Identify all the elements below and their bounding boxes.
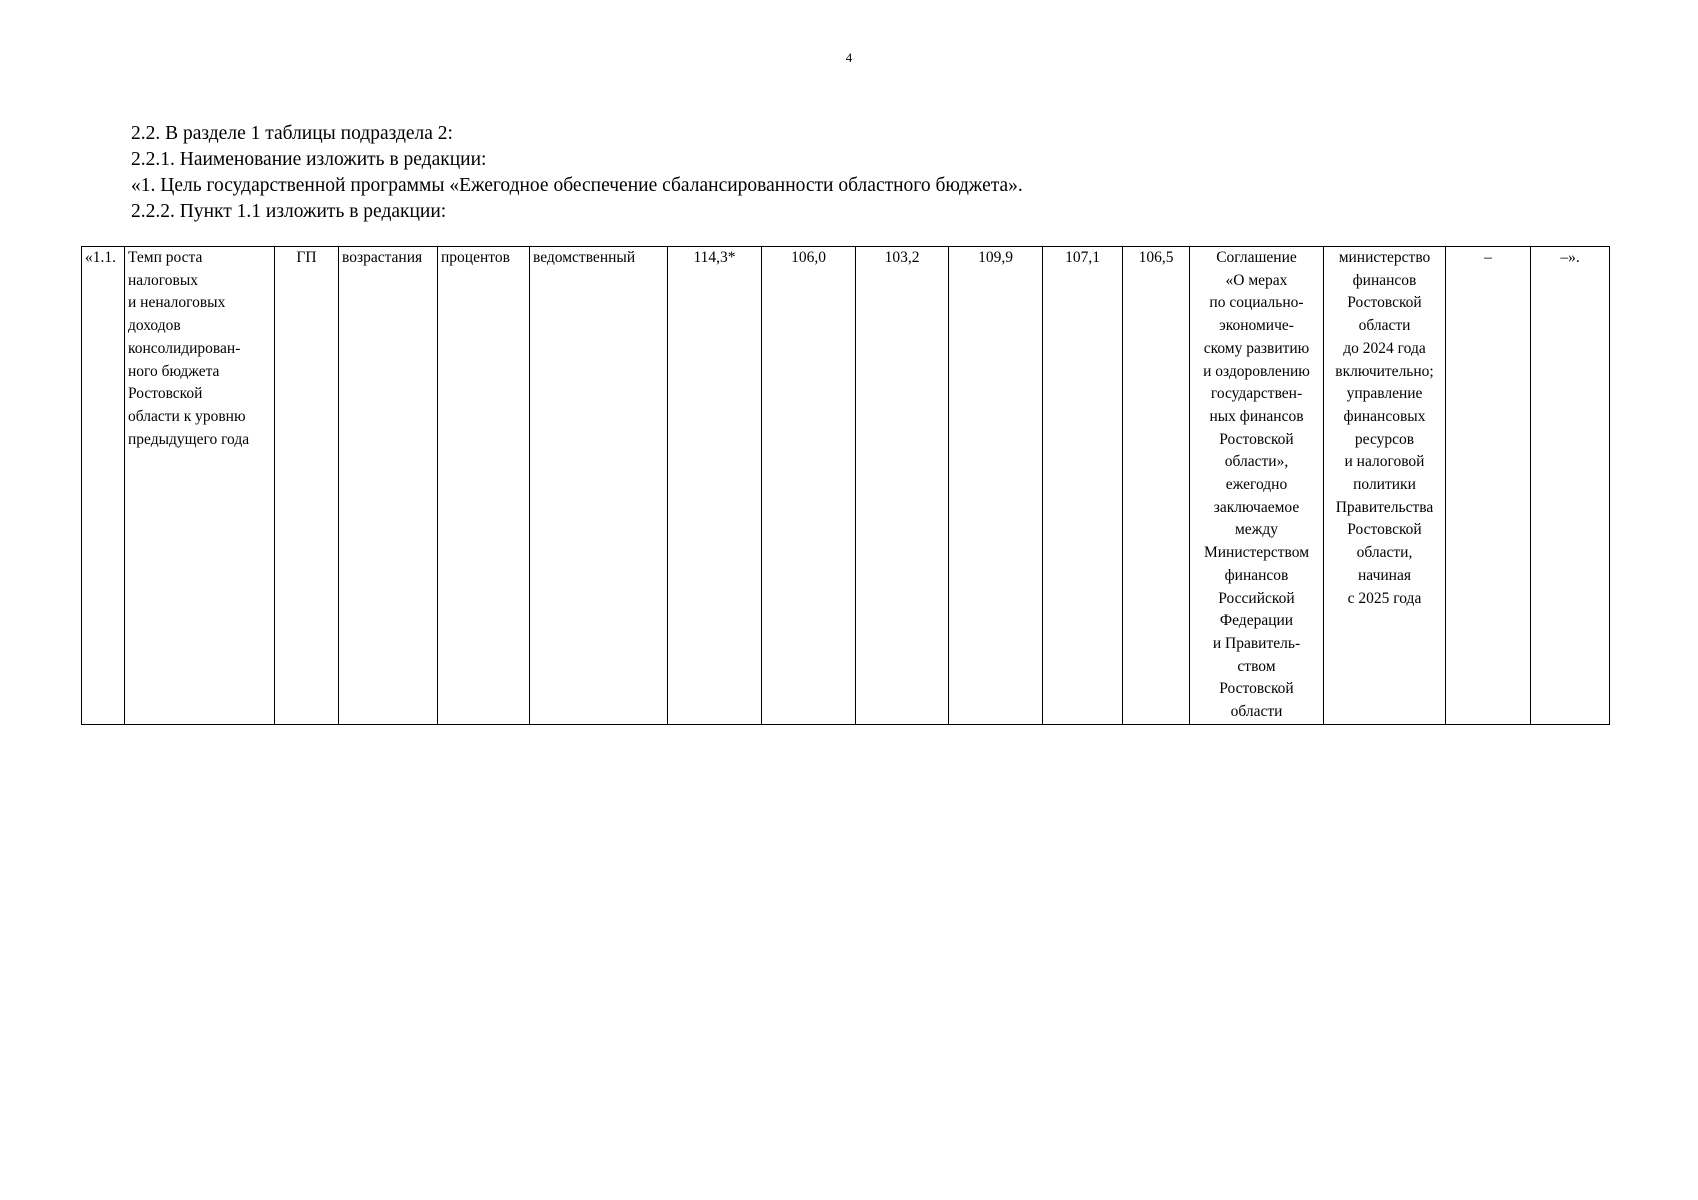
paragraph-2-2: 2.2. В разделе 1 таблицы подраздела 2:	[131, 123, 453, 144]
value-cell: 103,2	[856, 247, 949, 725]
goal-quote: «1. Цель государственной программы «Ежегодное обеспечение сбалансированности областного бюджета».	[131, 175, 1023, 196]
document-cell: Соглашение «О мерах по социально- экономиче- скому развитию и оздоровлению государствен- ных финансов Ростовской области», ежегодно заключаемое между Министерством финансов Российской Федерации и Правитель- ством Ростовской области	[1190, 247, 1324, 725]
table-row	[82, 247, 1610, 725]
page-number: 4	[845, 50, 853, 65]
direction-cell: возрастания	[339, 247, 438, 725]
responsible-cell: министерство финансов Ростовской области до 2024 года включительно; управление финансовых ресурсов и налоговой политики Правительства Ростовской области, начиная с 2025 года	[1324, 247, 1446, 725]
value-cell: 106,5	[1123, 247, 1190, 725]
indicator-name-cell: Темп роста налоговых и неналоговых доходов консолидирован- ного бюджета Ростовской области к уровню предыдущего года	[125, 247, 275, 725]
level-cell: ГП	[275, 247, 339, 725]
unit-cell: процентов	[438, 247, 530, 725]
value-cell: 109,9	[949, 247, 1043, 725]
base-value-cell: 114,3*	[668, 247, 762, 725]
value-cell: 107,1	[1043, 247, 1123, 725]
paragraph-2-2-1: 2.2.1. Наименование изложить в редакции:	[131, 149, 487, 170]
indicator-type-cell: ведомственный	[530, 247, 668, 725]
amendment-text	[131, 121, 1581, 225]
row-number-cell: «1.1.	[82, 247, 125, 725]
related-indicator-cell: –	[1446, 247, 1531, 725]
indicator-table	[81, 246, 1610, 725]
paragraph-2-2-2: 2.2.2. Пункт 1.1 изложить в редакции:	[131, 201, 447, 222]
value-cell: 106,0	[762, 247, 856, 725]
info-system-cell: –».	[1531, 247, 1610, 725]
